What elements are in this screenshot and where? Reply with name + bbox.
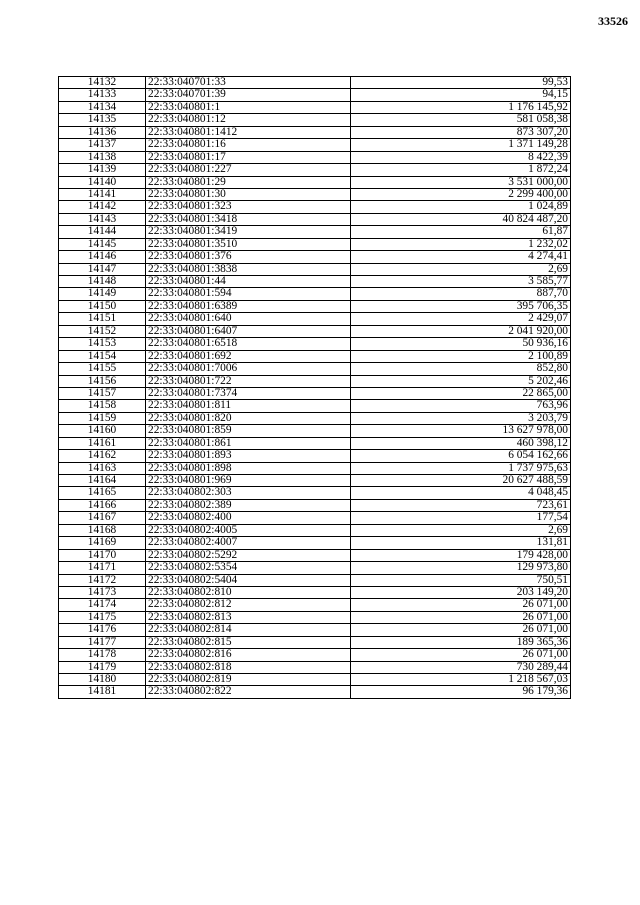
cadastral-number-cell: 22:33:040801:3510 bbox=[146, 238, 351, 250]
row-number-cell: 14147 bbox=[59, 263, 146, 275]
table-row bbox=[59, 686, 571, 698]
cadastral-number-cell: 22:33:040801:898 bbox=[146, 462, 351, 474]
cadastral-number-cell: 22:33:040801:7006 bbox=[146, 363, 351, 375]
table-row bbox=[59, 499, 571, 511]
row-number-cell: 14164 bbox=[59, 475, 146, 487]
row-number-cell: 14153 bbox=[59, 338, 146, 350]
cadastral-value-cell: 1 872,24 bbox=[351, 164, 571, 176]
cadastral-value-cell: 723,61 bbox=[351, 499, 571, 511]
row-number-cell: 14166 bbox=[59, 499, 146, 511]
cadastral-value-cell: 750,51 bbox=[351, 574, 571, 586]
cadastral-number-cell: 22:33:040802:812 bbox=[146, 599, 351, 611]
table-row bbox=[59, 164, 571, 176]
table-row bbox=[59, 475, 571, 487]
table-row bbox=[59, 300, 571, 312]
cadastral-value-table bbox=[58, 76, 571, 699]
cadastral-value-cell: 873 307,20 bbox=[351, 126, 571, 138]
table-row bbox=[59, 77, 571, 89]
table-row bbox=[59, 276, 571, 288]
row-number-cell: 14169 bbox=[59, 537, 146, 549]
table-row bbox=[59, 126, 571, 138]
row-number-cell: 14151 bbox=[59, 313, 146, 325]
row-number-cell: 14159 bbox=[59, 412, 146, 424]
cadastral-value-cell: 22 865,00 bbox=[351, 387, 571, 399]
cadastral-number-cell: 22:33:040801:6389 bbox=[146, 300, 351, 312]
table-row bbox=[59, 363, 571, 375]
cadastral-number-cell: 22:33:040802:303 bbox=[146, 487, 351, 499]
cadastral-value-cell: 177,54 bbox=[351, 512, 571, 524]
table-row bbox=[59, 437, 571, 449]
row-number-cell: 14132 bbox=[59, 77, 146, 89]
cadastral-number-cell: 22:33:040801:969 bbox=[146, 475, 351, 487]
cadastral-value-cell: 763,96 bbox=[351, 400, 571, 412]
cadastral-number-cell: 22:33:040802:400 bbox=[146, 512, 351, 524]
row-number-cell: 14137 bbox=[59, 139, 146, 151]
table-row bbox=[59, 226, 571, 238]
table-row bbox=[59, 649, 571, 661]
cadastral-number-cell: 22:33:040801:3838 bbox=[146, 263, 351, 275]
table-row bbox=[59, 325, 571, 337]
table-row bbox=[59, 487, 571, 499]
table-row bbox=[59, 139, 571, 151]
row-number-cell: 14150 bbox=[59, 300, 146, 312]
cadastral-number-cell: 22:33:040701:39 bbox=[146, 89, 351, 101]
cadastral-value-cell: 1 371 149,28 bbox=[351, 139, 571, 151]
cadastral-value-cell: 395 706,35 bbox=[351, 300, 571, 312]
cadastral-value-cell: 131,81 bbox=[351, 537, 571, 549]
cadastral-value-cell: 129 973,80 bbox=[351, 562, 571, 574]
cadastral-value-cell: 96 179,36 bbox=[351, 686, 571, 698]
row-number-cell: 14162 bbox=[59, 450, 146, 462]
cadastral-value-cell: 26 071,00 bbox=[351, 611, 571, 623]
cadastral-value-cell: 50 936,16 bbox=[351, 338, 571, 350]
row-number-cell: 14136 bbox=[59, 126, 146, 138]
cadastral-value-cell: 4 048,45 bbox=[351, 487, 571, 499]
table-row bbox=[59, 313, 571, 325]
table-body bbox=[59, 77, 571, 699]
row-number-cell: 14161 bbox=[59, 437, 146, 449]
cadastral-number-cell: 22:33:040801:16 bbox=[146, 139, 351, 151]
cadastral-number-cell: 22:33:040801:12 bbox=[146, 114, 351, 126]
cadastral-value-cell: 2,69 bbox=[351, 524, 571, 536]
table-row bbox=[59, 537, 571, 549]
cadastral-value-cell: 581 058,38 bbox=[351, 114, 571, 126]
row-number-cell: 14148 bbox=[59, 276, 146, 288]
cadastral-value-cell: 203 149,20 bbox=[351, 586, 571, 598]
cadastral-value-cell: 189 365,36 bbox=[351, 636, 571, 648]
table-row bbox=[59, 574, 571, 586]
row-number-cell: 14175 bbox=[59, 611, 146, 623]
cadastral-number-cell: 22:33:040801:3419 bbox=[146, 226, 351, 238]
row-number-cell: 14163 bbox=[59, 462, 146, 474]
cadastral-number-cell: 22:33:040801:44 bbox=[146, 276, 351, 288]
table-row bbox=[59, 425, 571, 437]
table-row bbox=[59, 176, 571, 188]
row-number-cell: 14135 bbox=[59, 114, 146, 126]
cadastral-value-cell: 40 824 487,20 bbox=[351, 213, 571, 225]
cadastral-value-cell: 2 041 920,00 bbox=[351, 325, 571, 337]
cadastral-value-cell: 4 274,41 bbox=[351, 251, 571, 263]
cadastral-value-cell: 730 289,44 bbox=[351, 661, 571, 673]
cadastral-number-cell: 22:33:040801:30 bbox=[146, 188, 351, 200]
table-row bbox=[59, 251, 571, 263]
cadastral-value-cell: 460 398,12 bbox=[351, 437, 571, 449]
table-row bbox=[59, 188, 571, 200]
cadastral-value-cell: 1 737 975,63 bbox=[351, 462, 571, 474]
cadastral-value-cell: 1 232,02 bbox=[351, 238, 571, 250]
row-number-cell: 14152 bbox=[59, 325, 146, 337]
table-row bbox=[59, 400, 571, 412]
row-number-cell: 14179 bbox=[59, 661, 146, 673]
row-number-cell: 14174 bbox=[59, 599, 146, 611]
cadastral-number-cell: 22:33:040802:814 bbox=[146, 624, 351, 636]
cadastral-value-cell: 2 299 400,00 bbox=[351, 188, 571, 200]
table-row bbox=[59, 450, 571, 462]
row-number-cell: 14158 bbox=[59, 400, 146, 412]
cadastral-number-cell: 22:33:040801:17 bbox=[146, 151, 351, 163]
row-number-cell: 14138 bbox=[59, 151, 146, 163]
table-row bbox=[59, 661, 571, 673]
cadastral-value-cell: 2 429,07 bbox=[351, 313, 571, 325]
table-row bbox=[59, 89, 571, 101]
table-row bbox=[59, 562, 571, 574]
cadastral-value-cell: 3 203,79 bbox=[351, 412, 571, 424]
cadastral-value-cell: 20 627 488,59 bbox=[351, 475, 571, 487]
row-number-cell: 14168 bbox=[59, 524, 146, 536]
table-row bbox=[59, 599, 571, 611]
cadastral-number-cell: 22:33:040802:818 bbox=[146, 661, 351, 673]
table-row bbox=[59, 375, 571, 387]
cadastral-number-cell: 22:33:040801:722 bbox=[146, 375, 351, 387]
cadastral-number-cell: 22:33:040802:4005 bbox=[146, 524, 351, 536]
table-row bbox=[59, 338, 571, 350]
row-number-cell: 14176 bbox=[59, 624, 146, 636]
table-row bbox=[59, 624, 571, 636]
table-row bbox=[59, 213, 571, 225]
cadastral-value-cell: 3 531 000,00 bbox=[351, 176, 571, 188]
cadastral-number-cell: 22:33:040802:5292 bbox=[146, 549, 351, 561]
row-number-cell: 14170 bbox=[59, 549, 146, 561]
row-number-cell: 14160 bbox=[59, 425, 146, 437]
cadastral-value-cell: 61,87 bbox=[351, 226, 571, 238]
row-number-cell: 14139 bbox=[59, 164, 146, 176]
table-row bbox=[59, 387, 571, 399]
table-row bbox=[59, 350, 571, 362]
table-row bbox=[59, 101, 571, 113]
cadastral-value-cell: 1 176 145,92 bbox=[351, 101, 571, 113]
table-row bbox=[59, 288, 571, 300]
cadastral-number-cell: 22:33:040801:29 bbox=[146, 176, 351, 188]
table-row bbox=[59, 114, 571, 126]
row-number-cell: 14134 bbox=[59, 101, 146, 113]
cadastral-number-cell: 22:33:040802:813 bbox=[146, 611, 351, 623]
row-number-cell: 14154 bbox=[59, 350, 146, 362]
cadastral-value-cell: 2 100,89 bbox=[351, 350, 571, 362]
cadastral-value-cell: 1 024,89 bbox=[351, 201, 571, 213]
row-number-cell: 14156 bbox=[59, 375, 146, 387]
cadastral-number-cell: 22:33:040801:640 bbox=[146, 313, 351, 325]
cadastral-value-cell: 26 071,00 bbox=[351, 599, 571, 611]
row-number-cell: 14173 bbox=[59, 586, 146, 598]
row-number-cell: 14146 bbox=[59, 251, 146, 263]
cadastral-number-cell: 22:33:040801:893 bbox=[146, 450, 351, 462]
row-number-cell: 14181 bbox=[59, 686, 146, 698]
cadastral-value-cell: 99,53 bbox=[351, 77, 571, 89]
cadastral-number-cell: 22:33:040801:3418 bbox=[146, 213, 351, 225]
cadastral-number-cell: 22:33:040801:7374 bbox=[146, 387, 351, 399]
table-row bbox=[59, 549, 571, 561]
cadastral-number-cell: 22:33:040802:389 bbox=[146, 499, 351, 511]
row-number-cell: 14171 bbox=[59, 562, 146, 574]
cadastral-number-cell: 22:33:040802:5404 bbox=[146, 574, 351, 586]
row-number-cell: 14157 bbox=[59, 387, 146, 399]
row-number-cell: 14149 bbox=[59, 288, 146, 300]
table-row bbox=[59, 462, 571, 474]
row-number-cell: 14165 bbox=[59, 487, 146, 499]
cadastral-value-cell: 1 218 567,03 bbox=[351, 674, 571, 686]
cadastral-value-cell: 94,15 bbox=[351, 89, 571, 101]
row-number-cell: 14180 bbox=[59, 674, 146, 686]
row-number-cell: 14167 bbox=[59, 512, 146, 524]
cadastral-number-cell: 22:33:040801:227 bbox=[146, 164, 351, 176]
table-row bbox=[59, 636, 571, 648]
table-row bbox=[59, 151, 571, 163]
table-row bbox=[59, 412, 571, 424]
cadastral-number-cell: 22:33:040801:859 bbox=[146, 425, 351, 437]
row-number-cell: 14140 bbox=[59, 176, 146, 188]
cadastral-number-cell: 22:33:040802:815 bbox=[146, 636, 351, 648]
row-number-cell: 14177 bbox=[59, 636, 146, 648]
cadastral-number-cell: 22:33:040802:5354 bbox=[146, 562, 351, 574]
row-number-cell: 14142 bbox=[59, 201, 146, 213]
cadastral-value-cell: 2,69 bbox=[351, 263, 571, 275]
cadastral-number-cell: 22:33:040802:816 bbox=[146, 649, 351, 661]
cadastral-number-cell: 22:33:040802:819 bbox=[146, 674, 351, 686]
cadastral-number-cell: 22:33:040802:810 bbox=[146, 586, 351, 598]
cadastral-number-cell: 22:33:040801:376 bbox=[146, 251, 351, 263]
cadastral-value-cell: 5 202,46 bbox=[351, 375, 571, 387]
cadastral-number-cell: 22:33:040801:594 bbox=[146, 288, 351, 300]
table-row bbox=[59, 512, 571, 524]
row-number-cell: 14178 bbox=[59, 649, 146, 661]
row-number-cell: 14133 bbox=[59, 89, 146, 101]
cadastral-number-cell: 22:33:040802:4007 bbox=[146, 537, 351, 549]
page-number: 33526 bbox=[598, 14, 628, 28]
row-number-cell: 14145 bbox=[59, 238, 146, 250]
cadastral-number-cell: 22:33:040801:1 bbox=[146, 101, 351, 113]
cadastral-number-cell: 22:33:040801:6407 bbox=[146, 325, 351, 337]
cadastral-value-cell: 887,70 bbox=[351, 288, 571, 300]
cadastral-value-cell: 179 428,00 bbox=[351, 549, 571, 561]
row-number-cell: 14172 bbox=[59, 574, 146, 586]
table-row bbox=[59, 674, 571, 686]
cadastral-number-cell: 22:33:040801:811 bbox=[146, 400, 351, 412]
cadastral-number-cell: 22:33:040801:820 bbox=[146, 412, 351, 424]
cadastral-number-cell: 22:33:040802:822 bbox=[146, 686, 351, 698]
row-number-cell: 14155 bbox=[59, 363, 146, 375]
cadastral-value-cell: 26 071,00 bbox=[351, 649, 571, 661]
cadastral-number-cell: 22:33:040801:323 bbox=[146, 201, 351, 213]
table-row bbox=[59, 524, 571, 536]
row-number-cell: 14141 bbox=[59, 188, 146, 200]
cadastral-number-cell: 22:33:040801:6518 bbox=[146, 338, 351, 350]
cadastral-number-cell: 22:33:040801:692 bbox=[146, 350, 351, 362]
cadastral-value-cell: 13 627 978,00 bbox=[351, 425, 571, 437]
row-number-cell: 14144 bbox=[59, 226, 146, 238]
cadastral-number-cell: 22:33:040801:1412 bbox=[146, 126, 351, 138]
cadastral-value-cell: 8 422,39 bbox=[351, 151, 571, 163]
cadastral-value-cell: 26 071,00 bbox=[351, 624, 571, 636]
cadastral-value-cell: 3 585,77 bbox=[351, 276, 571, 288]
table-row bbox=[59, 586, 571, 598]
cadastral-value-cell: 6 054 162,66 bbox=[351, 450, 571, 462]
table-row bbox=[59, 611, 571, 623]
table-row bbox=[59, 201, 571, 213]
row-number-cell: 14143 bbox=[59, 213, 146, 225]
cadastral-number-cell: 22:33:040801:861 bbox=[146, 437, 351, 449]
table-row bbox=[59, 263, 571, 275]
cadastral-value-cell: 852,80 bbox=[351, 363, 571, 375]
table-row bbox=[59, 238, 571, 250]
cadastral-number-cell: 22:33:040701:33 bbox=[146, 77, 351, 89]
